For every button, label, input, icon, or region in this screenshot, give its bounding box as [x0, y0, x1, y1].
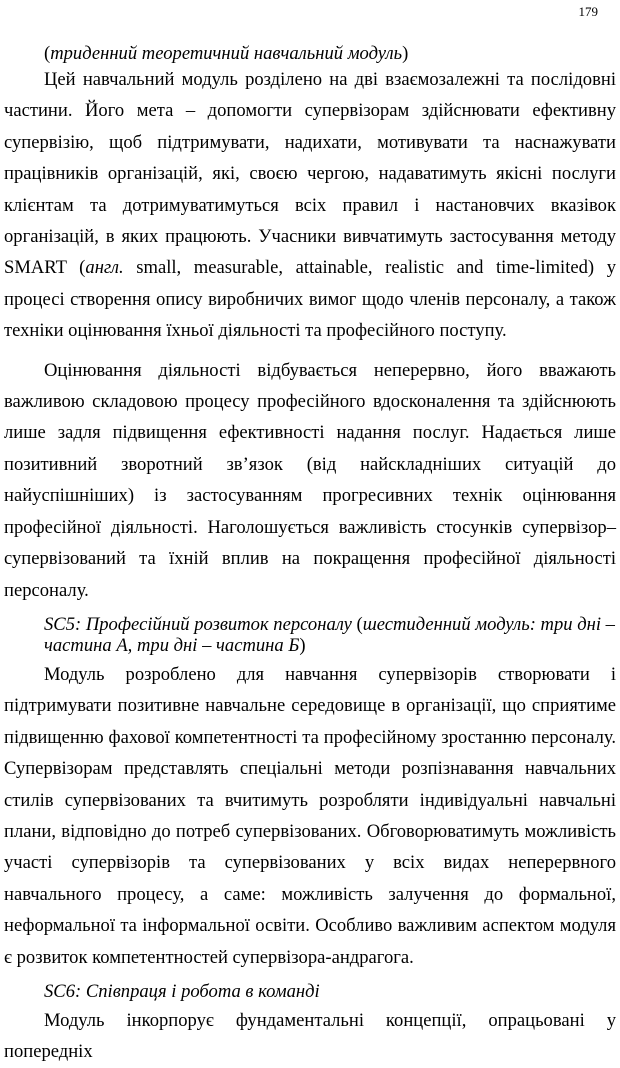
page-number: 179 — [578, 4, 598, 19]
heading-sc5 — [4, 614, 616, 656]
paragraph-module-description — [4, 64, 616, 347]
module-intro-line — [4, 43, 616, 64]
sc5-detail: шестиденний модуль: три дні – частина А, три дні – частина Б — [44, 613, 615, 656]
intro-italic-text: триденний теоретичний навчальний модуль — [50, 43, 403, 64]
sc5-title: SC5: Професійний розвиток персоналу — [44, 613, 352, 635]
intro-open-paren: ( — [44, 43, 51, 64]
paragraph-1-italic-abbr: англ. — [85, 257, 124, 279]
sc5-close-paren: ) — [299, 634, 306, 656]
page-body — [4, 43, 616, 1068]
sc5-open-paren: ( — [351, 613, 363, 635]
heading-sc6 — [4, 981, 616, 1002]
intro-close-paren: ) — [402, 43, 409, 64]
sc6-title: SC6: Співпраця і робота в команді — [44, 980, 320, 1002]
paragraph-1-text-a: Цей навчальний модуль розділено на дві взаємозалежні та послідовні частини. Його мета – допомогти супервізорам здійснювати ефективну супервізію, щоб підтримувати, надихати, мотивувати та наснажувати працівників організацій, які, своєю чергою, надаватимуть якісні послуги клієнтам та дотримуватимуться всіх правил і настановчих вказівок організацій, в яких працюють. Учасники вивчатимуть застосування методу SMART ( — [4, 69, 616, 279]
paragraph-1-text-b: small, measurable, attainable, realistic and time-limited) у процесі створення опису виробничих вимог щодо членів персоналу, а також техніки оцінювання їхньої діяльності та професійного поступу. — [4, 257, 616, 342]
paragraph-evaluation: Оцінювання діяльності відбувається неперервно, його вважають важливою складовою процесу професійного вдосконалення та здійснюють лише задля підвищення ефективності надання послуг. Надається лише позитивний зворотний зв’язок (від найскладніших ситуацій до найуспішніших) із застосуванням прогресивних технік оцінювання професійної діяльності. Наголошується важливість стосунків супервізор–супервізований та їхній вплив на покращення професійної діяльності персоналу. — [4, 359, 616, 601]
paragraph-teamwork: Модуль інкорпорує фундаментальні концепції, опрацьовані у попередніх — [4, 1009, 616, 1063]
paragraph-professional-development: Модуль розроблено для навчання супервізорів створювати і підтримувати позитивне навчальне середовище в організації, що сприятиме підвищенню фахової компетентності та професійному зростанню персоналу. Супервізорам представлять спеціальні методи розпізнавання навчальних стилів супервізованих та вчитимуть розробляти індивідуальні навчальні плани, відповідно до потреб супервізованих. Обговорюватимуть можливість участі супервізорів та супервізованих у всіх видах неперервного навчального процесу, а саме: можливість залучення до формальної, неформальної та інформальної освіти. Особливо важливим аспектом модуля є розвиток компетентностей супервізора-андрагога. — [4, 663, 616, 968]
